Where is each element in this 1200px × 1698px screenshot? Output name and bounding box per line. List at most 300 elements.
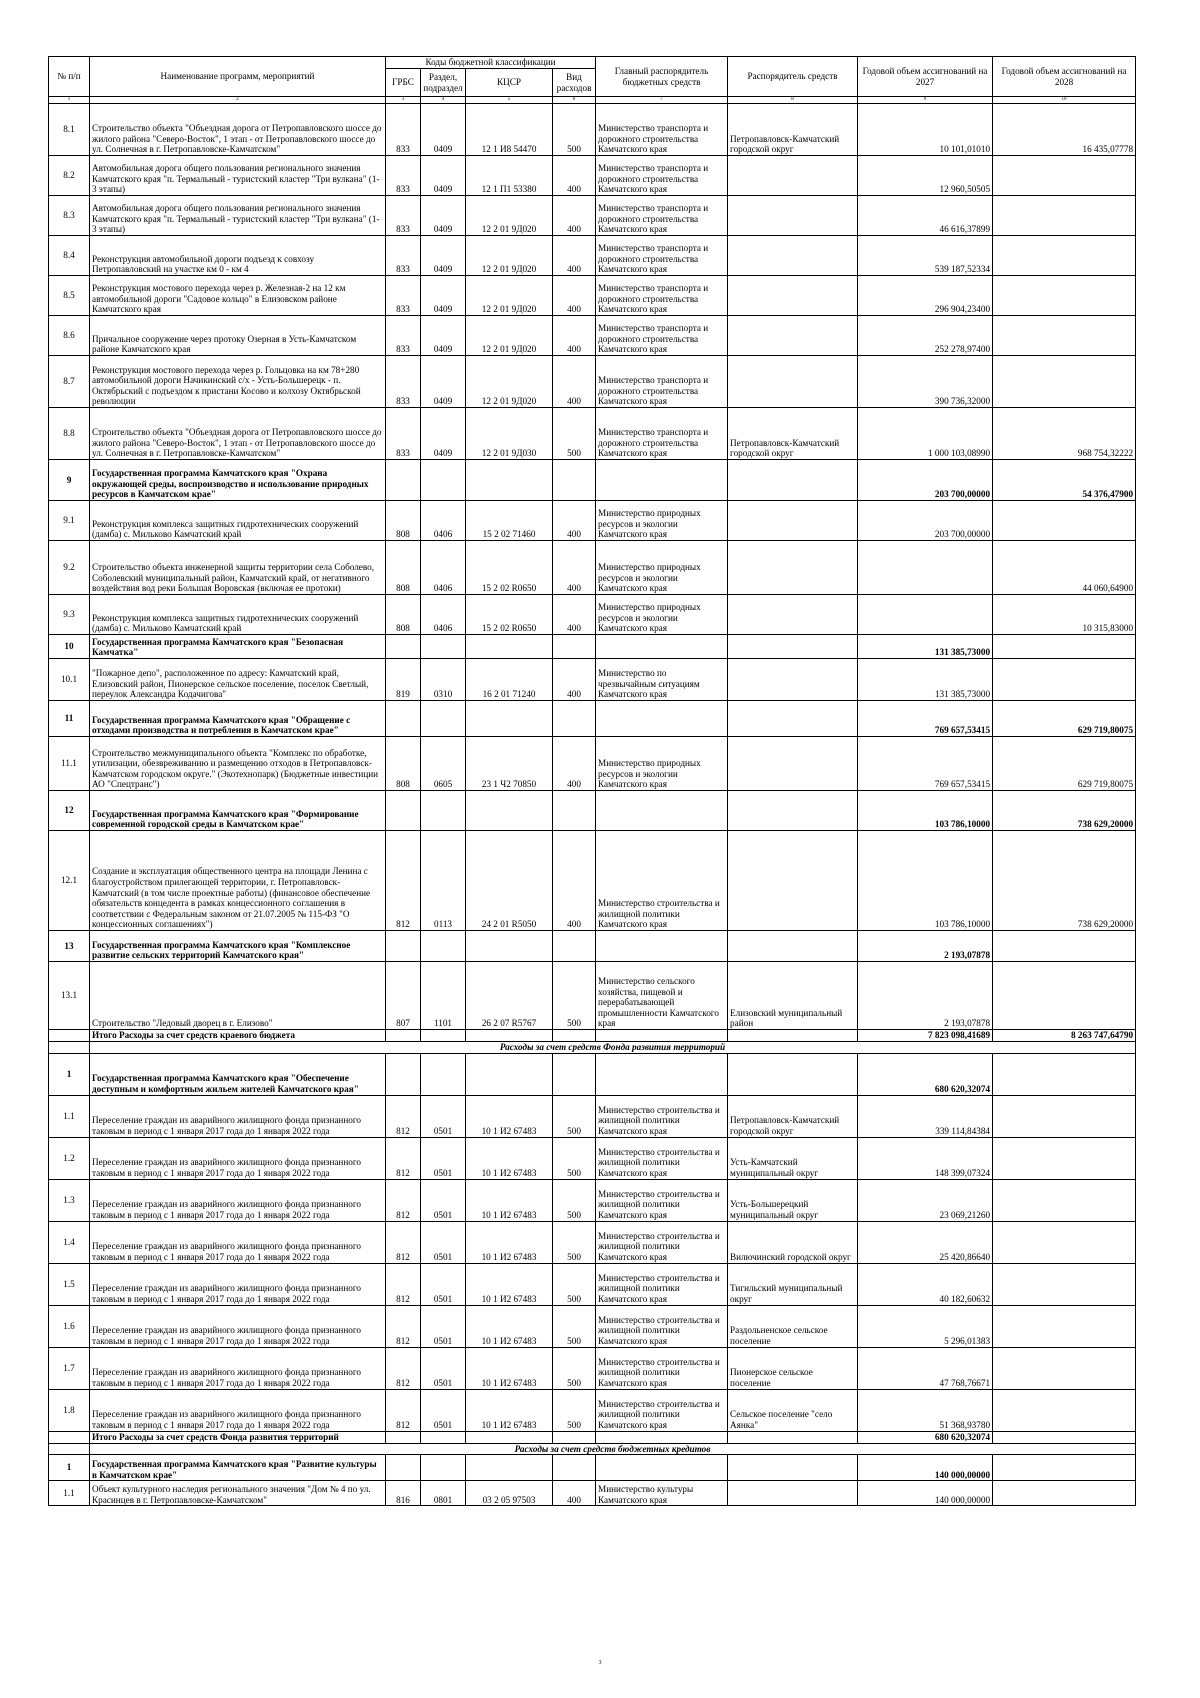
row-volume-2027: 46 616,37899 — [858, 196, 993, 236]
row-kcsr — [466, 460, 553, 501]
program-row — [49, 791, 1136, 831]
row-grbs: 808 — [386, 737, 421, 791]
row-volume-2027: 140 000,00000 — [858, 1455, 993, 1481]
row-grbs: 833 — [386, 236, 421, 276]
row-vid — [553, 635, 596, 659]
row-grbs: 833 — [386, 276, 421, 316]
row-volume-2028: 10 315,83000 — [993, 595, 1136, 635]
row-vid: 500 — [553, 1179, 596, 1221]
row-vid: 500 — [553, 962, 596, 1030]
row-razdel: 0409 — [421, 408, 466, 460]
row-number: 9 — [49, 460, 90, 501]
total-volume-2027: 7 823 098,41689 — [858, 1030, 993, 1042]
row-number: 1.8 — [49, 1389, 90, 1431]
row-main-manager: Министерство сельского хозяйства, пищевой и перерабатывающей промышленности Камчатского края — [596, 962, 728, 1030]
table-row — [49, 541, 1136, 595]
row-main-manager — [596, 1053, 728, 1095]
row-volume-2028 — [993, 1137, 1136, 1179]
row-grbs — [386, 931, 421, 962]
row-number — [49, 1030, 90, 1042]
empty-cell — [466, 1431, 553, 1443]
row-number: 1 — [49, 1455, 90, 1481]
row-name: Переселение граждан из аварийного жилищного фонда признанного таковым в период с 1 января 2017 года до 1 января 2022 года — [90, 1221, 386, 1263]
row-volume-2027: 103 786,10000 — [858, 791, 993, 831]
row-grbs — [386, 460, 421, 501]
row-kcsr — [466, 1455, 553, 1481]
row-number: 1.6 — [49, 1305, 90, 1347]
row-grbs: 833 — [386, 316, 421, 356]
total-volume-2028 — [993, 1431, 1136, 1443]
table-row — [49, 831, 1136, 931]
row-kcsr — [466, 701, 553, 737]
row-grbs: 812 — [386, 1305, 421, 1347]
row-grbs: 812 — [386, 1389, 421, 1431]
table-row — [49, 1221, 1136, 1263]
row-name: Объект культурного наследия регионального значения "Дом № 4 по ул. Красинцев в г. Петропавловске-Камчатском" — [90, 1481, 386, 1506]
row-main-manager: Министерство природных ресурсов и экологии Камчатского края — [596, 595, 728, 635]
row-main-manager — [596, 635, 728, 659]
row-razdel: 0409 — [421, 236, 466, 276]
row-razdel: 0409 — [421, 104, 466, 156]
header-kcsr: КЦСР — [466, 69, 553, 97]
row-kcsr: 12 2 01 9Д020 — [466, 236, 553, 276]
row-volume-2027: 12 960,50505 — [858, 156, 993, 196]
row-volume-2028 — [993, 501, 1136, 541]
page-number: 3 — [598, 1660, 602, 1666]
table-row — [49, 1305, 1136, 1347]
row-vid: 400 — [553, 276, 596, 316]
row-volume-2027: 296 904,23400 — [858, 276, 993, 316]
row-volume-2028 — [993, 962, 1136, 1030]
col-number: 9 — [858, 97, 993, 104]
row-razdel — [421, 1455, 466, 1481]
row-razdel — [421, 1053, 466, 1095]
row-number: 1.2 — [49, 1137, 90, 1179]
row-grbs: 808 — [386, 541, 421, 595]
row-name: "Пожарное депо", расположенное по адресу: Камчатский край, Елизовский район, Пионерское сельское поселение, поселок Светлый, переулок Александра Кодачигова" — [90, 659, 386, 701]
row-volume-2027: 10 101,01010 — [858, 104, 993, 156]
row-manager — [728, 541, 858, 595]
row-manager: Усть-Камчатский муниципальный округ — [728, 1137, 858, 1179]
row-razdel: 0501 — [421, 1221, 466, 1263]
row-main-manager: Министерство природных ресурсов и экологии Камчатского края — [596, 541, 728, 595]
row-main-manager: Министерство строительства и жилищной политики Камчатского края — [596, 1179, 728, 1221]
row-volume-2028: 629 719,80075 — [993, 701, 1136, 737]
row-kcsr: 10 1 И2 67483 — [466, 1347, 553, 1389]
row-number: 1.1 — [49, 1481, 90, 1506]
row-volume-2027: 769 657,53415 — [858, 737, 993, 791]
row-number: 10 — [49, 635, 90, 659]
row-kcsr: 10 1 И2 67483 — [466, 1305, 553, 1347]
row-number: 1.3 — [49, 1179, 90, 1221]
row-razdel: 0406 — [421, 595, 466, 635]
header-name: Наименование программ, мероприятий — [90, 57, 386, 97]
row-grbs — [386, 791, 421, 831]
table-row — [49, 659, 1136, 701]
budget-table-sheet — [48, 56, 1135, 1506]
row-name: Переселение граждан из аварийного жилищного фонда признанного таковым в период с 1 января 2017 года до 1 января 2022 года — [90, 1179, 386, 1221]
row-manager: Сельское поселение "село Аянка" — [728, 1389, 858, 1431]
row-kcsr — [466, 791, 553, 831]
row-main-manager: Министерство транспорта и дорожного строительства Камчатского края — [596, 236, 728, 276]
row-number: 12.1 — [49, 831, 90, 931]
table-row — [49, 356, 1136, 408]
row-manager — [728, 635, 858, 659]
table-row — [49, 236, 1136, 276]
row-volume-2028 — [993, 1221, 1136, 1263]
row-vid: 500 — [553, 1137, 596, 1179]
row-kcsr: 12 1 И8 54470 — [466, 104, 553, 156]
row-volume-2027: 769 657,53415 — [858, 701, 993, 737]
row-razdel — [421, 791, 466, 831]
row-vid — [553, 1455, 596, 1481]
row-main-manager: Министерство строительства и жилищной политики Камчатского края — [596, 1263, 728, 1305]
row-manager — [728, 701, 858, 737]
row-manager — [728, 196, 858, 236]
row-volume-2028 — [993, 931, 1136, 962]
row-grbs: 812 — [386, 1095, 421, 1137]
row-razdel: 0409 — [421, 196, 466, 236]
row-grbs — [386, 701, 421, 737]
empty-cell — [596, 1030, 728, 1042]
row-name: Переселение граждан из аварийного жилищного фонда признанного таковым в период с 1 января 2017 года до 1 января 2022 года — [90, 1263, 386, 1305]
row-volume-2027: 148 399,07324 — [858, 1137, 993, 1179]
row-manager — [728, 595, 858, 635]
row-volume-2028: 738 629,20000 — [993, 831, 1136, 931]
row-main-manager — [596, 701, 728, 737]
row-number: 10.1 — [49, 659, 90, 701]
row-vid: 500 — [553, 1095, 596, 1137]
row-name: Государственная программа Камчатского края "Обеспечение доступным и комфортным жильем жителей Камчатского края" — [90, 1053, 386, 1095]
row-number: 1.4 — [49, 1221, 90, 1263]
header-main-manager: Главный распорядитель бюджетных средств — [596, 57, 728, 97]
row-manager: Пионерское сельское поселение — [728, 1347, 858, 1389]
row-kcsr — [466, 931, 553, 962]
row-grbs: 812 — [386, 831, 421, 931]
row-volume-2028: 738 629,20000 — [993, 791, 1136, 831]
row-number: 8.6 — [49, 316, 90, 356]
row-volume-2027: 680 620,32074 — [858, 1053, 993, 1095]
empty-cell — [386, 1431, 421, 1443]
row-manager — [728, 156, 858, 196]
row-kcsr: 10 1 И2 67483 — [466, 1137, 553, 1179]
row-volume-2027: 40 182,60632 — [858, 1263, 993, 1305]
row-volume-2028 — [993, 1095, 1136, 1137]
row-main-manager: Министерство природных ресурсов и экологии Камчатского края — [596, 501, 728, 541]
table-row — [49, 1179, 1136, 1221]
row-manager — [728, 276, 858, 316]
row-volume-2027: 25 420,86640 — [858, 1221, 993, 1263]
row-volume-2028 — [993, 1347, 1136, 1389]
row-grbs: 812 — [386, 1263, 421, 1305]
row-kcsr: 15 2 02 R0650 — [466, 595, 553, 635]
table-row — [49, 1347, 1136, 1389]
col-number: 4 — [421, 97, 466, 104]
row-volume-2027: 140 000,00000 — [858, 1481, 993, 1506]
program-row — [49, 635, 1136, 659]
section-heading-row — [49, 1042, 1136, 1054]
row-number — [49, 1042, 90, 1054]
row-name: Строительство межмуниципального объекта "Комплекс по обработке, утилизации, обезвреживанию и размещению отходов в Петропавловск-Камчатском городском округе." (Экотехнопарк) (Бюджетные инвестиции АО "Спецтранс") — [90, 737, 386, 791]
row-manager: Петропавловск-Камчатский городской округ — [728, 1095, 858, 1137]
row-razdel: 0605 — [421, 737, 466, 791]
row-razdel: 0501 — [421, 1137, 466, 1179]
row-name: Реконструкция комплекса защитных гидротехнических сооружений (дамба) с. Мильково Камчатский край — [90, 501, 386, 541]
row-grbs: 833 — [386, 356, 421, 408]
section-heading: Расходы за счет средств бюджетных кредитов — [90, 1443, 1136, 1455]
row-number: 9.1 — [49, 501, 90, 541]
empty-cell — [421, 1431, 466, 1443]
header-grbs: ГРБС — [386, 69, 421, 97]
total-row — [49, 1431, 1136, 1443]
row-name: Строительство объекта инженерной защиты территории села Соболево, Соболевский муниципальный район, Камчатский край, от негативного воздействия вод реки Большая Воровская (включая ее протоки) — [90, 541, 386, 595]
row-volume-2028 — [993, 1389, 1136, 1431]
row-volume-2028 — [993, 236, 1136, 276]
row-vid: 400 — [553, 1481, 596, 1506]
row-vid: 400 — [553, 156, 596, 196]
row-manager — [728, 356, 858, 408]
row-vid: 400 — [553, 595, 596, 635]
row-vid: 400 — [553, 541, 596, 595]
row-kcsr: 12 1 П1 53380 — [466, 156, 553, 196]
row-name: Переселение граждан из аварийного жилищного фонда признанного таковым в период с 1 января 2017 года до 1 января 2022 года — [90, 1137, 386, 1179]
row-manager — [728, 1053, 858, 1095]
table-header — [49, 57, 1136, 104]
header-column-numbers — [49, 97, 1136, 104]
row-main-manager — [596, 460, 728, 501]
total-label: Итого Расходы за счет средств краевого бюджета — [90, 1030, 386, 1042]
row-name: Переселение граждан из аварийного жилищного фонда признанного таковым в период с 1 января 2017 года до 1 января 2022 года — [90, 1305, 386, 1347]
row-volume-2027: 5 296,01383 — [858, 1305, 993, 1347]
row-volume-2028 — [993, 1179, 1136, 1221]
table-row — [49, 1389, 1136, 1431]
row-volume-2027: 131 385,73000 — [858, 635, 993, 659]
row-volume-2028 — [993, 1305, 1136, 1347]
row-vid — [553, 931, 596, 962]
row-razdel: 0501 — [421, 1305, 466, 1347]
row-volume-2028 — [993, 1263, 1136, 1305]
row-manager — [728, 737, 858, 791]
row-kcsr: 10 1 И2 67483 — [466, 1179, 553, 1221]
row-kcsr: 12 2 01 9Д020 — [466, 276, 553, 316]
row-main-manager: Министерство транспорта и дорожного строительства Камчатского края — [596, 408, 728, 460]
row-number: 13 — [49, 931, 90, 962]
row-volume-2027: 23 069,21260 — [858, 1179, 993, 1221]
row-grbs: 833 — [386, 104, 421, 156]
row-razdel: 0409 — [421, 276, 466, 316]
row-volume-2027: 203 700,00000 — [858, 460, 993, 501]
row-manager — [728, 1455, 858, 1481]
row-number — [49, 1443, 90, 1455]
row-main-manager: Министерство транспорта и дорожного строительства Камчатского края — [596, 104, 728, 156]
row-volume-2027: 131 385,73000 — [858, 659, 993, 701]
row-name: Реконструкция комплекса защитных гидротехнических сооружений (дамба) с. Мильково Камчатский край — [90, 595, 386, 635]
row-volume-2028 — [993, 1053, 1136, 1095]
row-kcsr: 10 1 И2 67483 — [466, 1095, 553, 1137]
table-body — [49, 104, 1136, 1506]
row-volume-2028 — [993, 356, 1136, 408]
row-vid: 400 — [553, 501, 596, 541]
row-vid: 400 — [553, 737, 596, 791]
row-name: Автомобильная дорога общего пользования регионального значения Камчатского края "п. Термальный - туристский кластер "Три вулкана" (1-3 этапы) — [90, 196, 386, 236]
empty-cell — [421, 1030, 466, 1042]
row-vid: 500 — [553, 1263, 596, 1305]
row-vid: 400 — [553, 196, 596, 236]
row-razdel: 1101 — [421, 962, 466, 1030]
row-razdel — [421, 931, 466, 962]
table-row — [49, 501, 1136, 541]
row-grbs: 812 — [386, 1137, 421, 1179]
row-volume-2028 — [993, 635, 1136, 659]
row-volume-2027 — [858, 595, 993, 635]
row-number: 8.3 — [49, 196, 90, 236]
row-volume-2028 — [993, 316, 1136, 356]
col-number: 7 — [596, 97, 728, 104]
row-name: Причальное сооружение через протоку Озерная в Усть-Камчатском районе Камчатского края — [90, 316, 386, 356]
program-row — [49, 460, 1136, 501]
row-main-manager: Министерство строительства и жилищной политики Камчатского края — [596, 831, 728, 931]
row-vid: 500 — [553, 104, 596, 156]
row-grbs — [386, 1053, 421, 1095]
row-volume-2027: 2 193,07878 — [858, 962, 993, 1030]
row-main-manager — [596, 1455, 728, 1481]
row-main-manager: Министерство строительства и жилищной политики Камчатского края — [596, 1389, 728, 1431]
header-volume-2028: Годовой объем ассигнований на 2028 — [993, 57, 1136, 97]
row-razdel: 0501 — [421, 1095, 466, 1137]
header-codes-group: Коды бюджетной классификации — [386, 57, 596, 69]
row-grbs: 816 — [386, 1481, 421, 1506]
total-volume-2028: 8 263 747,64790 — [993, 1030, 1136, 1042]
row-razdel — [421, 701, 466, 737]
row-main-manager: Министерство строительства и жилищной политики Камчатского края — [596, 1095, 728, 1137]
row-kcsr — [466, 635, 553, 659]
row-vid — [553, 701, 596, 737]
row-volume-2027: 539 187,52334 — [858, 236, 993, 276]
col-number: 5 — [466, 97, 553, 104]
row-razdel: 0501 — [421, 1179, 466, 1221]
row-volume-2028 — [993, 659, 1136, 701]
row-volume-2027 — [858, 541, 993, 595]
row-volume-2028 — [993, 196, 1136, 236]
row-manager — [728, 460, 858, 501]
row-vid — [553, 460, 596, 501]
col-number: 6 — [553, 97, 596, 104]
row-number: 1.1 — [49, 1095, 90, 1137]
row-volume-2028 — [993, 276, 1136, 316]
row-main-manager: Министерство строительства и жилищной политики Камчатского края — [596, 1221, 728, 1263]
row-vid — [553, 1053, 596, 1095]
row-name: Переселение граждан из аварийного жилищного фонда признанного таковым в период с 1 января 2017 года до 1 января 2022 года — [90, 1095, 386, 1137]
row-name: Реконструкция мостового перехода через р. Гольцовка на км 78+280 автомобильной дороги Начикинский с/х - Усть-Большерецк - п. Октябрьский с подъездом к пристани Косово и колхозу Октябрьской революции — [90, 356, 386, 408]
program-row — [49, 931, 1136, 962]
table-row — [49, 316, 1136, 356]
row-kcsr: 24 2 01 R5050 — [466, 831, 553, 931]
row-kcsr: 12 2 01 9Д020 — [466, 316, 553, 356]
row-name: Реконструкция мостового перехода через р. Железная-2 на 12 км автомобильной дороги "Садовое кольцо" в Елизовском районе Камчатского края — [90, 276, 386, 316]
row-number: 1.5 — [49, 1263, 90, 1305]
row-kcsr — [466, 1053, 553, 1095]
row-manager — [728, 501, 858, 541]
row-kcsr: 15 2 02 R0650 — [466, 541, 553, 595]
row-kcsr: 26 2 07 R5767 — [466, 962, 553, 1030]
row-kcsr: 10 1 И2 67483 — [466, 1389, 553, 1431]
row-razdel — [421, 460, 466, 501]
row-volume-2028 — [993, 1455, 1136, 1481]
table-row — [49, 276, 1136, 316]
row-grbs: 833 — [386, 196, 421, 236]
row-vid: 500 — [553, 1347, 596, 1389]
row-volume-2027: 339 114,84384 — [858, 1095, 993, 1137]
table-row — [49, 595, 1136, 635]
row-volume-2028 — [993, 1481, 1136, 1506]
table-row — [49, 408, 1136, 460]
row-volume-2027: 47 768,76671 — [858, 1347, 993, 1389]
row-volume-2027: 252 278,97400 — [858, 316, 993, 356]
table-row — [49, 104, 1136, 156]
empty-cell — [728, 1431, 858, 1443]
row-name: Переселение граждан из аварийного жилищного фонда признанного таковым в период с 1 января 2017 года до 1 января 2022 года — [90, 1347, 386, 1389]
row-razdel: 0501 — [421, 1347, 466, 1389]
row-volume-2028: 629 719,80075 — [993, 737, 1136, 791]
row-grbs: 833 — [386, 156, 421, 196]
row-main-manager: Министерство транспорта и дорожного строительства Камчатского края — [596, 316, 728, 356]
row-grbs: 819 — [386, 659, 421, 701]
row-manager — [728, 236, 858, 276]
row-name: Строительство "Ледовый дворец в г. Елизово" — [90, 962, 386, 1030]
row-name: Государственная программа Камчатского края "Безопасная Камчатка" — [90, 635, 386, 659]
header-manager: Распорядитель средств — [728, 57, 858, 97]
row-grbs: 812 — [386, 1179, 421, 1221]
row-grbs — [386, 635, 421, 659]
row-main-manager: Министерство транспорта и дорожного строительства Камчатского края — [596, 196, 728, 236]
row-manager: Усть-Большерецкий муниципальный округ — [728, 1179, 858, 1221]
row-kcsr: 12 2 01 9Д030 — [466, 408, 553, 460]
header-num: № п/п — [49, 57, 90, 97]
row-manager — [728, 791, 858, 831]
row-number: 1 — [49, 1053, 90, 1095]
table-row — [49, 1137, 1136, 1179]
row-razdel: 0501 — [421, 1263, 466, 1305]
total-row — [49, 1030, 1136, 1042]
row-vid: 500 — [553, 1305, 596, 1347]
row-volume-2027: 1 000 103,08990 — [858, 408, 993, 460]
row-razdel: 0113 — [421, 831, 466, 931]
row-manager — [728, 931, 858, 962]
row-name: Автомобильная дорога общего пользования регионального значения Камчатского края "п. Термальный - туристский кластер "Три вулкана" (1-3 этапы) — [90, 156, 386, 196]
row-number: 11.1 — [49, 737, 90, 791]
row-volume-2028: 54 376,47900 — [993, 460, 1136, 501]
header-vid: Вид расходов — [553, 69, 596, 97]
col-number: 1 — [49, 97, 90, 104]
col-number: 3 — [386, 97, 421, 104]
row-razdel: 0409 — [421, 316, 466, 356]
row-kcsr: 12 2 01 9Д020 — [466, 196, 553, 236]
row-number: 1.7 — [49, 1347, 90, 1389]
row-volume-2028: 44 060,64900 — [993, 541, 1136, 595]
row-razdel: 0801 — [421, 1481, 466, 1506]
row-main-manager — [596, 791, 728, 831]
row-vid: 500 — [553, 408, 596, 460]
empty-cell — [386, 1030, 421, 1042]
row-name: Реконструкция автомобильной дороги подъезд к совхозу Петропавловский на участке км 0 - км 4 — [90, 236, 386, 276]
row-number: 8.4 — [49, 236, 90, 276]
row-number: 12 — [49, 791, 90, 831]
row-razdel — [421, 635, 466, 659]
row-grbs — [386, 1455, 421, 1481]
budget-table — [48, 56, 1136, 1506]
row-vid: 400 — [553, 831, 596, 931]
row-name: Строительство объекта "Объездная дорога от Петропавловского шоссе до жилого района "Северо-Восток", 1 этап - от Петропавловского шоссе до ул. Солнечная в г. Петропавловске-Камчатском" — [90, 104, 386, 156]
